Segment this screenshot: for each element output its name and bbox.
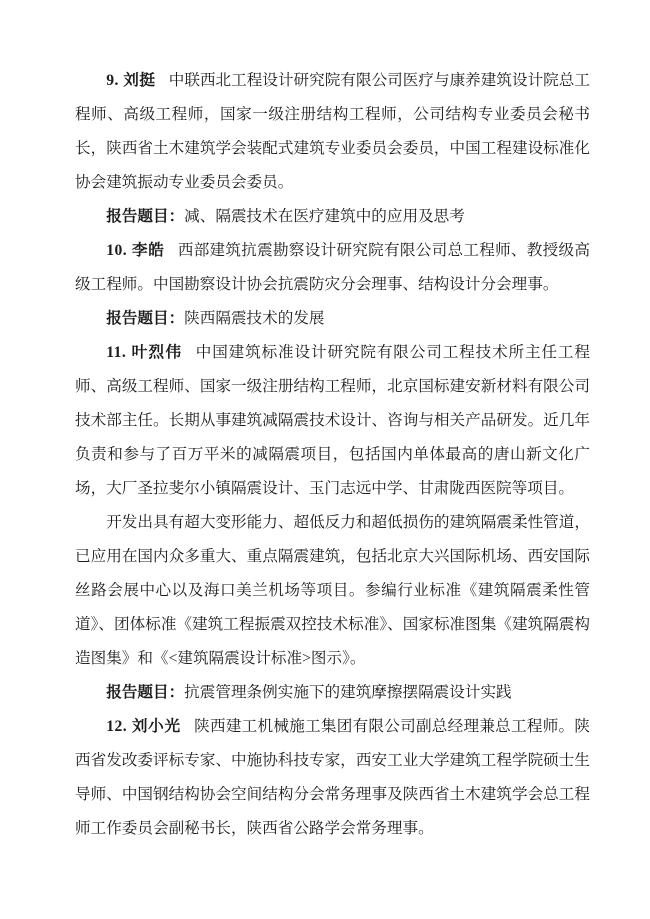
speaker-bio-paragraph [75,710,590,846]
report-topic-paragraph [75,302,590,336]
report-topic-label: 报告题目： [106,684,185,701]
speaker-bio-paragraph [75,234,590,302]
report-topic-label: 报告题目： [106,208,185,225]
report-topic-title: 陕西隔震技术的发展 [184,310,325,327]
speaker-bio-paragraph [75,64,590,200]
body-paragraph [75,506,590,676]
speaker-bio-text: 中联西北工程设计研究院有限公司医疗与康养建筑设计院总工程师、高级工程师，国家一级注册结构工程师，公司结构专业委员会秘书长，陕西省土木建筑学会装配式建筑专业委员会委员，中国工程建设标准化协会建筑振动专业委员会委员。 [75,72,590,191]
speaker-name: 12. 刘小光 [106,718,181,735]
speaker-bio-paragraph [75,336,590,506]
speaker-bio-text: 中国建筑标准设计研究院有限公司工程技术所主任工程师、高级工程师、国家一级注册结构工程师，北京国标建安新材料有限公司技术部主任。长期从事建筑减隔震技术设计、咨询与相关产品研发。近几年负责和参与了百万平米的减隔震项目，包括国内单体最高的唐山新文化广场，大厂圣拉斐尔小镇隔震设计、玉门志远中学、甘肃陇西医院等项目。 [75,344,590,497]
speaker-bio-text: 陕西建工机械施工集团有限公司副总经理兼总工程师。陕西省发改委评标专家、中施协科技专家，西安工业大学建筑工程学院硕士生导师、中国钢结构协会空间结构分会常务理事及陕西省土木建筑学会总工程师工作委员会副秘书长，陕西省公路学会常务理事。 [75,718,590,837]
document-body [75,64,590,846]
speaker-bio-text: 西部建筑抗震勘察设计研究院有限公司总工程师、教授级高级工程师。中国勘察设计协会抗震防灾分会理事、结构设计分会理事。 [75,242,590,293]
body-paragraph-text: 开发出具有超大变形能力、超低反力和超低损伤的建筑隔震柔性管道，已应用在国内众多重大、重点隔震建筑，包括北京大兴国际机场、西安国际丝路会展中心以及海口美兰机场等项目。参编行业标准《建筑隔震柔性管道》、团体标准《建筑工程振震双控技术标准》、国家标准图集《建筑隔震构造图集》和《<建筑隔震设计标准>图示》。 [75,514,590,667]
report-topic-paragraph [75,200,590,234]
report-topic-title: 减、隔震技术在医疗建筑中的应用及思考 [184,208,465,225]
report-topic-paragraph [75,676,590,710]
report-topic-label: 报告题目： [106,310,185,327]
report-topic-title: 抗震管理条例实施下的建筑摩擦摆隔震设计实践 [184,684,512,701]
speaker-name: 10. 李皓 [106,242,165,259]
speaker-name: 11. 叶烈伟 [106,344,183,361]
speaker-name: 9. 刘挺 [106,72,156,89]
